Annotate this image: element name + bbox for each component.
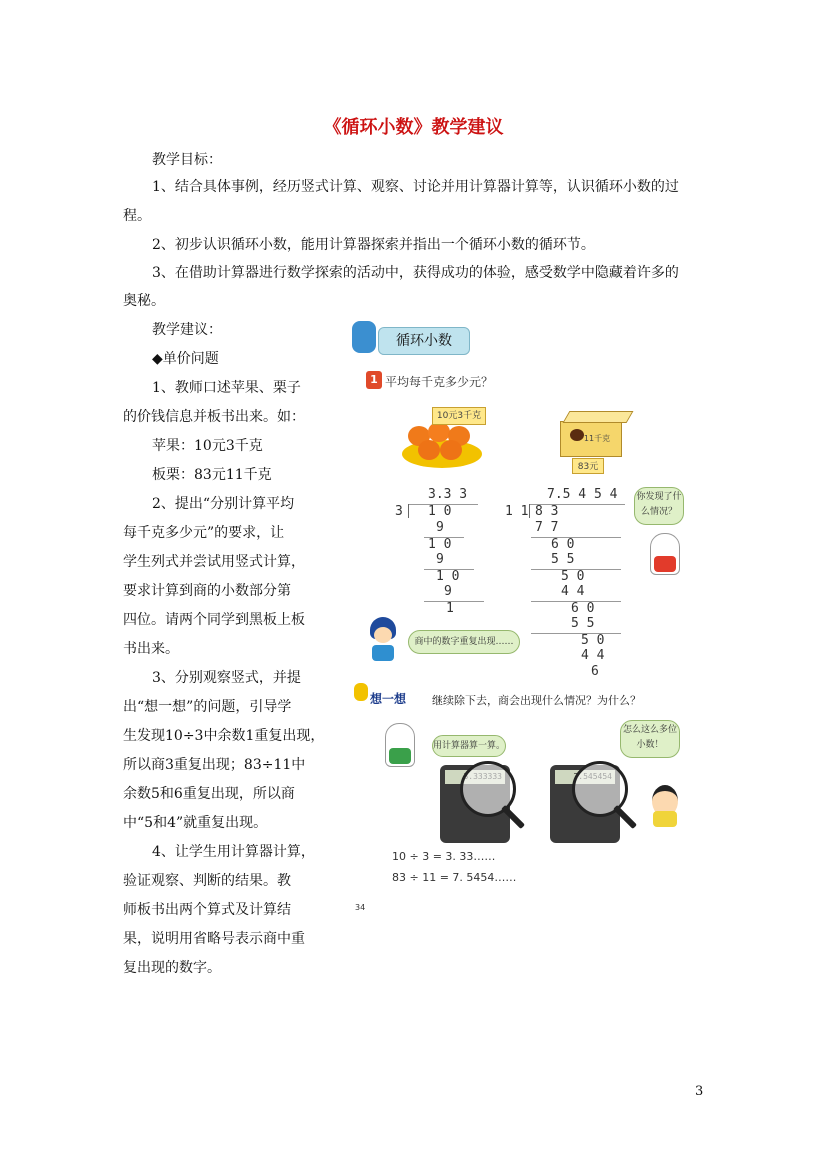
- div2-step: 5 5: [551, 552, 575, 567]
- boy-character-icon: [650, 785, 680, 829]
- div1-divisor: 3: [395, 504, 403, 519]
- suggestions-heading: 教学建议：: [152, 322, 222, 338]
- div2-step: 4 4: [581, 648, 605, 663]
- div2-step: 5 5: [571, 616, 595, 631]
- div1-step: 9: [436, 552, 444, 567]
- suggestion-line: 板栗：83元11千克: [152, 467, 272, 483]
- div2-rule: [531, 633, 621, 634]
- div2-bracket-side: [529, 504, 530, 518]
- suggestion-line: 生发现10÷3中余数1重复出现，: [123, 728, 325, 744]
- div1-step: 9: [444, 584, 452, 599]
- figure-page-number: 34: [355, 903, 366, 912]
- suggestion-line: 中“5和4”就重复出现。: [123, 815, 268, 831]
- bubble-found-text: 你发现了什么情况？: [636, 492, 682, 517]
- div1-quotient: 3.3 3: [428, 487, 468, 502]
- unit-price-heading: ◆单价问题: [152, 351, 219, 367]
- objective-2: 2、初步认识循环小数，能用计算器探索并指出一个循环小数的循环节。: [152, 237, 595, 253]
- suggestion-line: 果，说明用省略号表示商中重: [123, 931, 305, 947]
- suggestion-line: 的价钱信息并板书出来。如：: [123, 409, 305, 425]
- objectives-heading: 教学目标：: [152, 152, 222, 168]
- div2-step: 7 7: [535, 520, 559, 535]
- div1-step: 1 0: [436, 569, 460, 584]
- division-10-by-3: [390, 487, 480, 617]
- div1-step: 1 0: [428, 537, 452, 552]
- apple-basket-icon: [402, 420, 482, 468]
- div2-step: 4 4: [561, 584, 585, 599]
- objective-1-line-1: 1、结合具体事例，经历竖式计算、观察、讨论并用计算器计算等，认识循环小数的过: [152, 179, 679, 195]
- rabbit-calculator-character-icon: [385, 723, 415, 767]
- chestnut-box-label: 11千克: [583, 434, 611, 443]
- suggestion-line: 要求计算到商的小数部分第: [123, 583, 291, 599]
- bubble-many-text: 怎么这么多位小数！: [622, 725, 677, 750]
- div2-dividend: 8 3: [535, 504, 559, 519]
- speech-bubble-many-digits: [620, 720, 680, 758]
- suggestion-line: 师板书出两个算式及计算结: [123, 902, 291, 918]
- suggestion-line: 学生列式并尝试用竖式计算，: [123, 554, 305, 570]
- div2-step: 6 0: [571, 601, 595, 616]
- division-83-by-11: [505, 487, 625, 677]
- objective-1-line-2: 程。: [123, 208, 151, 224]
- question-number-badge: 1: [366, 371, 382, 389]
- div1-bracket-side: [408, 504, 409, 518]
- equation-2: 83 ÷ 11 = 7. 5454……: [392, 871, 517, 884]
- suggestion-line: 复出现的数字。: [123, 960, 221, 976]
- suggestion-line: 每千克多少元”的要求，让: [123, 525, 285, 541]
- div1-step: 9: [436, 520, 444, 535]
- suggestion-line: 余数5和6重复出现，所以商: [123, 786, 295, 802]
- page-title: 《循环小数》教学建议: [323, 117, 504, 138]
- suggestion-line: 书出来。: [123, 641, 179, 657]
- suggestion-line: 出“想一想”的问题，引导学: [123, 699, 292, 715]
- suggestion-line: 苹果：10元3千克: [152, 438, 263, 454]
- chestnut-price-sign: 83元: [572, 458, 604, 474]
- speech-bubble-calc: 用计算器算一算。: [432, 735, 506, 757]
- question-text: 平均每千克多少元？: [385, 375, 494, 389]
- apple-price-sign: 10元3千克: [432, 407, 486, 425]
- textbook-figure: [350, 315, 685, 915]
- think-question: 继续除下去，商会出现什么情况？为什么？: [432, 694, 641, 707]
- suggestion-line: 1、教师口述苹果、栗子: [152, 380, 301, 396]
- div2-step: 5 0: [581, 633, 605, 648]
- div2-step: 6 0: [551, 537, 575, 552]
- key-mascot-icon: [352, 321, 376, 353]
- magnifier-mascot-icon: [354, 683, 368, 701]
- objective-3-line-1: 3、在借助计算器进行数学探索的活动中，获得成功的体验，感受数学中隐藏着许多的: [152, 265, 679, 281]
- suggestion-line: 四位。请两个同学到黑板上板: [123, 612, 305, 628]
- suggestion-line: 所以商3重复出现；83÷11中: [123, 757, 306, 773]
- div1-rule: [424, 601, 484, 602]
- speech-bubble-repeat: 商中的数字重复出现……: [408, 630, 520, 654]
- suggestion-line: 验证观察、判断的结果。教: [123, 873, 291, 889]
- equation-1: 10 ÷ 3 = 3. 33……: [392, 850, 496, 863]
- girl-character-icon: [368, 617, 398, 661]
- objective-3-line-2: 奥秘。: [123, 293, 165, 309]
- suggestion-line: 4、让学生用计算器计算，: [152, 844, 315, 860]
- page-number: 3: [695, 1084, 704, 1099]
- div1-remainder: 1: [446, 601, 454, 616]
- div2-rule: [531, 537, 621, 538]
- think-label: 想一想: [370, 692, 407, 706]
- suggestion-line: 3、分别观察竖式，并提: [152, 670, 301, 686]
- div2-step: 5 0: [561, 569, 585, 584]
- div2-quotient: 7.5 4 5 4: [547, 487, 618, 502]
- div2-remainder: 6: [591, 664, 599, 679]
- rabbit-character-icon: [650, 533, 680, 575]
- speech-bubble-found: [634, 487, 684, 525]
- section-title: 循环小数: [378, 327, 470, 355]
- suggestion-line: 2、提出“分别计算平均: [152, 496, 295, 512]
- div1-dividend: 1 0: [428, 504, 452, 519]
- suggestions-column: [123, 316, 328, 983]
- div2-divisor: 1 1: [505, 504, 529, 519]
